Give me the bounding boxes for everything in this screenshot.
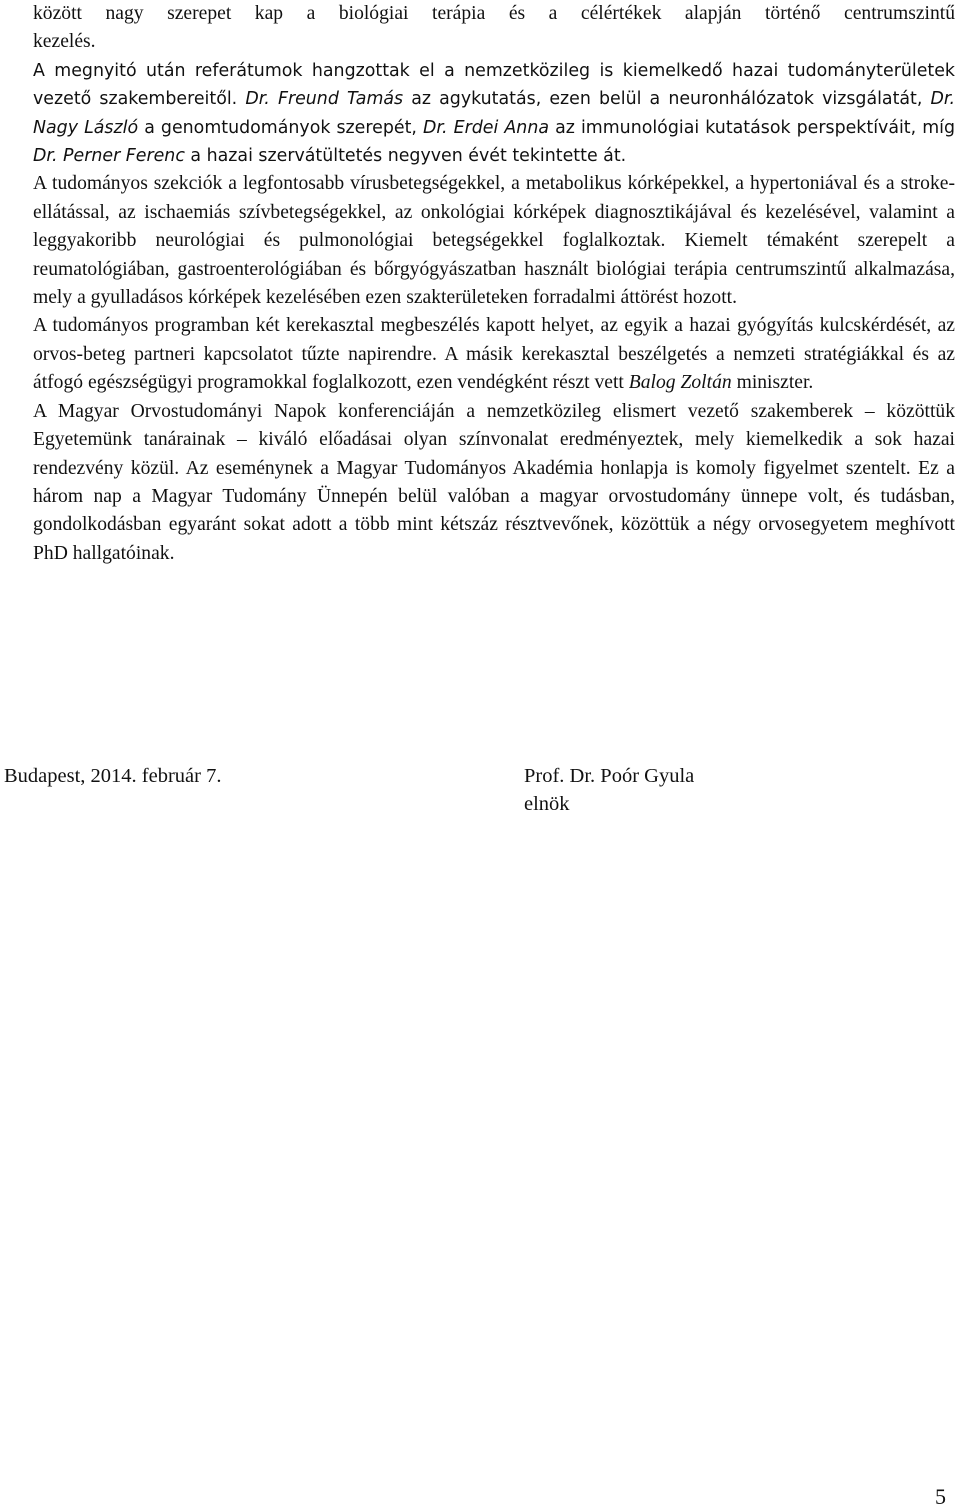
document-body [33,0,955,568]
lectures-intro: A megnyitó után referátumok hangzottak el a nemzetközileg is kiemelkedő hazai tudományterületek vezető szakembereitől. [33,60,955,110]
paragraph-round-tables [33,312,955,397]
paragraph-conclusion [33,398,955,568]
lecture-topic-4: a hazai szervátültetés negyven évét tekintette át. [190,146,627,167]
round-tables-text: A tudományos programban két kerekasztal megbeszélés kapott helyet, az egyik a hazai gyógyítás kulcskérdését, az orvos-beteg partneri kapcsolatot tűzte napirendre. A másik kerekasztal beszélgetés a nemzeti stratégiákkal és az átfogó egészségügyi programokkal foglalkozott, ezen vendégként részt vett [33,315,955,394]
paragraph-intro-continued [33,0,955,28]
paragraph-sections [33,170,955,312]
signer-name: Prof. Dr. Poór Gyula [524,765,695,787]
sections-text: A tudományos szekciók a legfontosabb vírusbetegségekkel, a metabolikus kórképekkel, a hypertoniával és a stroke-ellátással, az ischaemiás szívbetegségekkel, az onkológiai kórképek diagnosztikájával és kezelésével, valamint a leggyakoribb neurológiai és pulmonológiai betegségekkel foglalkoztak. Kiemelt témaként szerepelt a reumatológiában, gastroenterológiában és bőrgyógyászatban használt biológiai terápia centrumszintű alkalmazása, mely a gyulladásos kórképek kezelésében ezen szakterületeken forradalmi áttörést hozott. [33,173,955,309]
signer-role: elnök [524,793,570,815]
lecturer-title-3: Dr. [423,117,448,138]
paragraph-intro-end [33,28,955,56]
intro-line-2: kezelés. [33,31,96,53]
lecture-topic-2: a genomtudományok szerepét, [144,117,417,138]
lecturer-name-2: Nagy László [33,117,139,138]
lecturer-title-1: Dr. [245,89,270,110]
page-number: 5 [935,1484,946,1509]
lecturer-title-4: Dr. [33,146,58,167]
signature-block [524,762,694,818]
conclusion-text: A Magyar Orvostudományi Napok konferenciáján a nemzetközileg elismert vezető szakemberek – közöttük Egyetemünk tanárainak – kiváló előadásai olyan színvonalat eredményeztek, mely kiemelkedik a sok hazai rendezvény közül. Az eseménynek a Magyar Tudományos Akadémia honlapja is komoly figyelmet szentelt. Ez a három nap a Magyar Tudomány Ünnepén belül valóban a magyar orvostudomány ünnepe volt, és tudásban, gondolkodásban egyaránt sokat adott a több mint kétszáz résztvevőnek, közöttük a négy orvosegyetem meghívott PhD hallgatóinak. [33,400,955,564]
lecturer-name-3: Erdei Anna [453,117,549,138]
lecturer-title-2: Dr. [930,89,956,110]
lecture-topic-1: az agykutatás, ezen belül a neuronhálózatok vizsgálatát, [411,89,923,110]
place-date: Budapest, 2014. február 7. [4,765,222,787]
intro-line-1: között nagy szerepet kap a biológiai terápia és a célértékek alapján történő centrumszintű [33,3,955,24]
minister-name: Balog Zoltán [628,372,732,394]
lecturer-name-4: Perner Ferenc [63,146,185,167]
lecturer-name-1: Freund Tamás [277,89,404,110]
lecture-topic-3: az immunológiai kutatások perspektíváit, míg [555,117,956,138]
round-tables-end: miniszter. [736,372,814,394]
paragraph-lectures [33,57,955,171]
